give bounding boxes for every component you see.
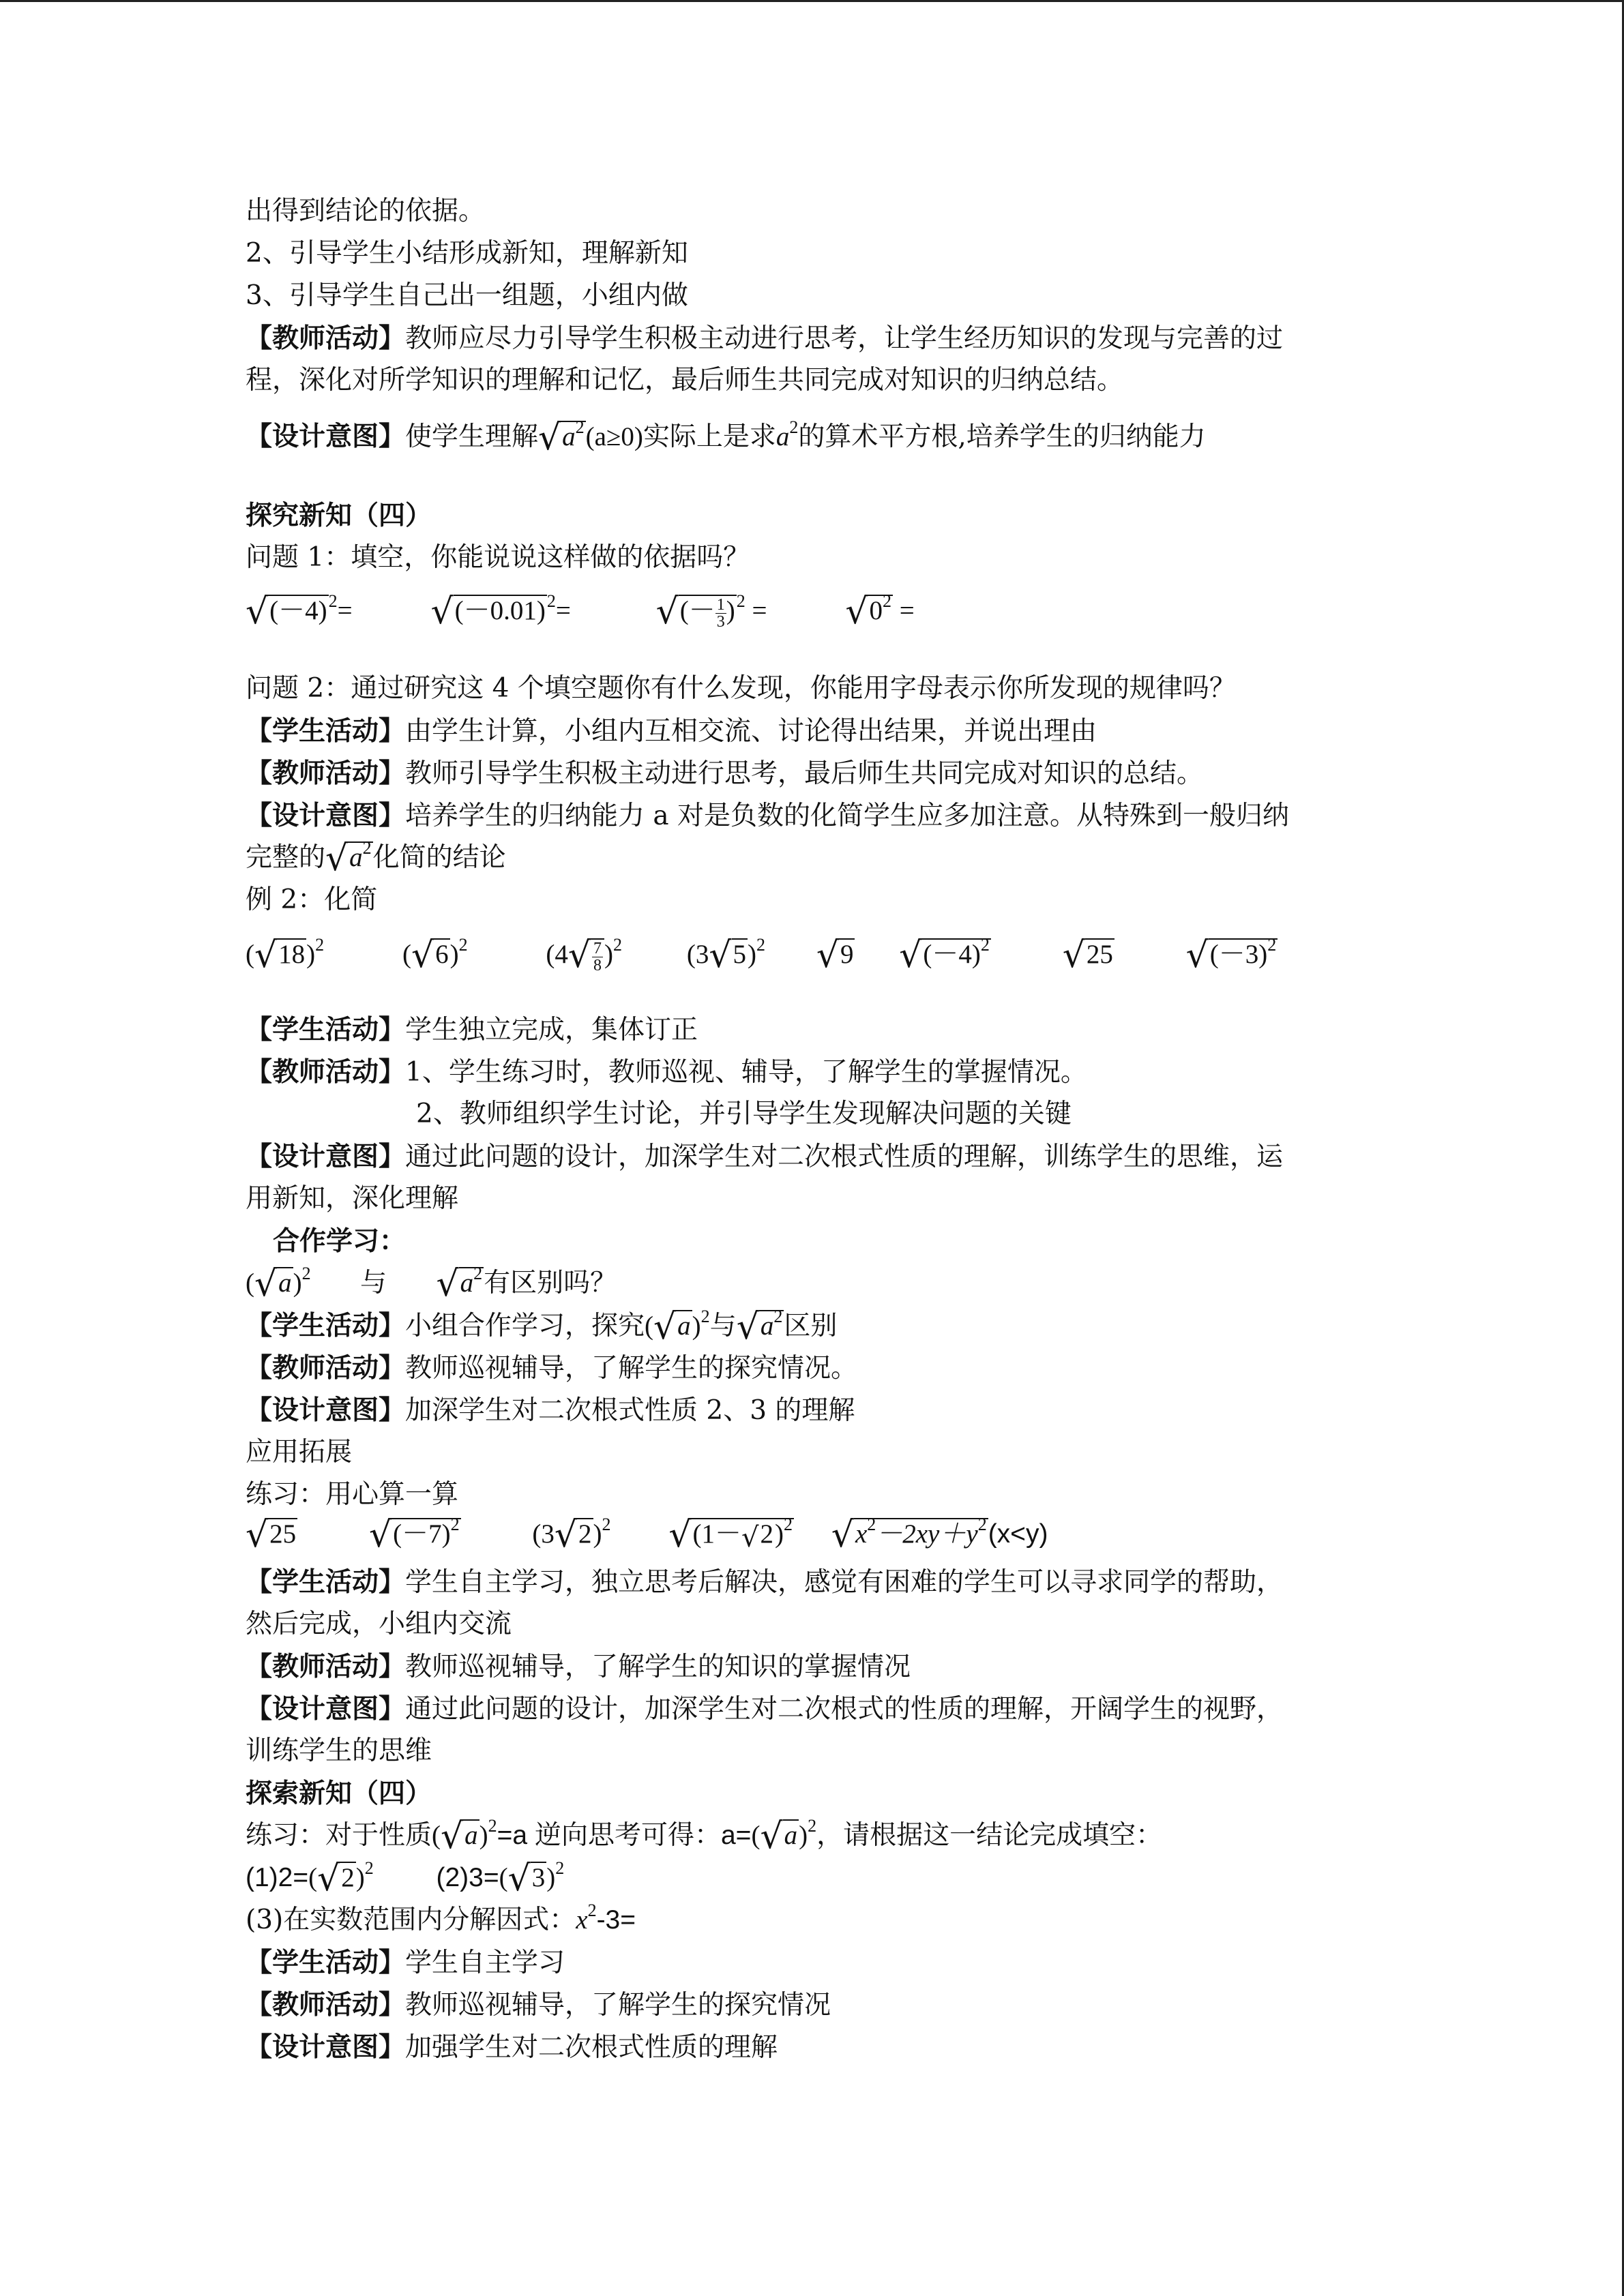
design-intent: 【设计意图】通过此问题的设计，加深学生对二次根式性质的理解，训练学生的思维，运: [246, 1141, 1284, 1172]
fill-blank-expressions: $√(-4)^2= √(-0.01)^2=$ √(－ $\frac{1}{3}$ )$^2 = √0^2$ =: [246, 591, 915, 632]
text-line: 出得到结论的依据。: [246, 196, 486, 226]
teacher-activity: 【教师活动】教师巡视辅导，了解学生的知识的掌握情况: [246, 1651, 911, 1682]
text-line: 2、引导学生小结形成新知，理解新知: [246, 238, 688, 269]
text-line: 然后完成，小组内交流: [246, 1609, 512, 1639]
text-line: 3、引导学生自己出一组题，小组内做: [246, 280, 688, 311]
student-activity: 【学生活动】学生自主学习，独立思考后解决，感觉有困难的学生可以寻求同学的帮助，: [246, 1566, 1284, 1598]
section-heading: 探索新知（四）: [246, 1778, 432, 1809]
text-line: 2、教师组织学生讨论，并引导学生发现解决问题的关键: [416, 1099, 1072, 1129]
text-line: 训练学生的思维: [246, 1735, 432, 1766]
factorization-item: (3)在实数范围内分解因式：$x^2-3=$: [246, 1900, 636, 1935]
design-intent: 【设计意图】加强学生对二次根式性质的理解: [246, 2031, 778, 2063]
question-2: 问题 2：通过研究这 4 个填空题你有什么发现，你能用字母表示你所发现的规律吗？: [246, 673, 1236, 704]
teacher-activity: 【教师活动】教师引导学生积极主动进行思考，最后师生共同完成对知识的总结。: [246, 758, 1204, 789]
text-line: 程，深化对所学知识的理解和记忆，最后师生共同完成对知识的归纳总结。: [246, 365, 1124, 396]
student-activity: 【学生活动】学生自主学习: [246, 1947, 565, 1978]
text-line: 用新知，深化理解: [246, 1183, 459, 1214]
student-activity: 【学生活动】由学生计算，小组内互相交流、讨论得出结果，并说出理由: [246, 715, 1097, 747]
student-activity: 【学生活动】学生独立完成，集体订正: [246, 1014, 698, 1045]
design-intent-line: 【设计意图】使学生理解$√a^2(a\ge 0)$实际上是求$a^2$的算术平方根,培养学生的归纳能力: [246, 417, 1206, 458]
design-intent: 【设计意图】通过此问题的设计，加深学生对二次根式的性质的理解，开阔学生的视野，: [246, 1693, 1284, 1725]
text-line: 完整的$√a^2$化简的结论: [246, 838, 506, 879]
teacher-activity: 【教师活动】教师巡视辅导，了解学生的探究情况。: [246, 1352, 858, 1384]
practice-heading: 练习：用心算一算: [246, 1479, 459, 1510]
teacher-activity: 【教师活动】教师巡视辅导，了解学生的探究情况: [246, 1989, 831, 2021]
example-2-expressions: $(√18)^2$ $(√6)^2$ (4√ $\frac{7}{8}$ )$^2$ $(3√5)^2$ √9 $√(-4)^2$ √25 $√(-3)^2$: [246, 935, 1277, 976]
teacher-activity: 【教师活动】1、学生练习时，教师巡视、辅导，了解学生的掌握情况。: [246, 1056, 1087, 1088]
student-activity: 【学生活动】小组合作学习，探究$(√a)^2$与$√a^2$区别: [246, 1307, 838, 1347]
question-1: 问题 1：填空，你能说说这样做的依据吗？: [246, 542, 750, 573]
design-intent: 【设计意图】培养学生的归纳能力 a 对是负数的化简学生应多加注意。从特殊到一般归纳: [246, 800, 1290, 831]
design-intent: 【设计意图】加深学生对二次根式性质 2、3 的理解: [246, 1395, 855, 1426]
text-line: 应用拓展: [246, 1437, 353, 1467]
practice-expressions: √25 $√(-7)^2$ $(3√2)^2$ $√(1-√2)^2$ $√x^2-2xy+y^2(x<y)$: [246, 1515, 1048, 1555]
section-heading: 探究新知（四）: [246, 500, 432, 531]
cooperative-question: $(√a)^2$ 与 $√a^2$有区别吗？: [246, 1264, 617, 1304]
cooperative-learning-heading: 合作学习：: [273, 1225, 407, 1257]
text-line: 【教师活动】教师应尽力引导学生积极主动进行思考，让学生经历知识的发现与完善的过: [246, 323, 1284, 354]
practice-fill-items: $(1)2=(√2)^2$ $(2)3=(√3)^2$: [246, 1858, 565, 1899]
practice-property-line: 练习：对于性质$(√a)^2=a$ 逆向思考可得：$a=(√a)^2$，请根据这一结论完成填空：: [246, 1816, 1163, 1857]
example-2-heading: 例 2：化简: [246, 884, 378, 915]
